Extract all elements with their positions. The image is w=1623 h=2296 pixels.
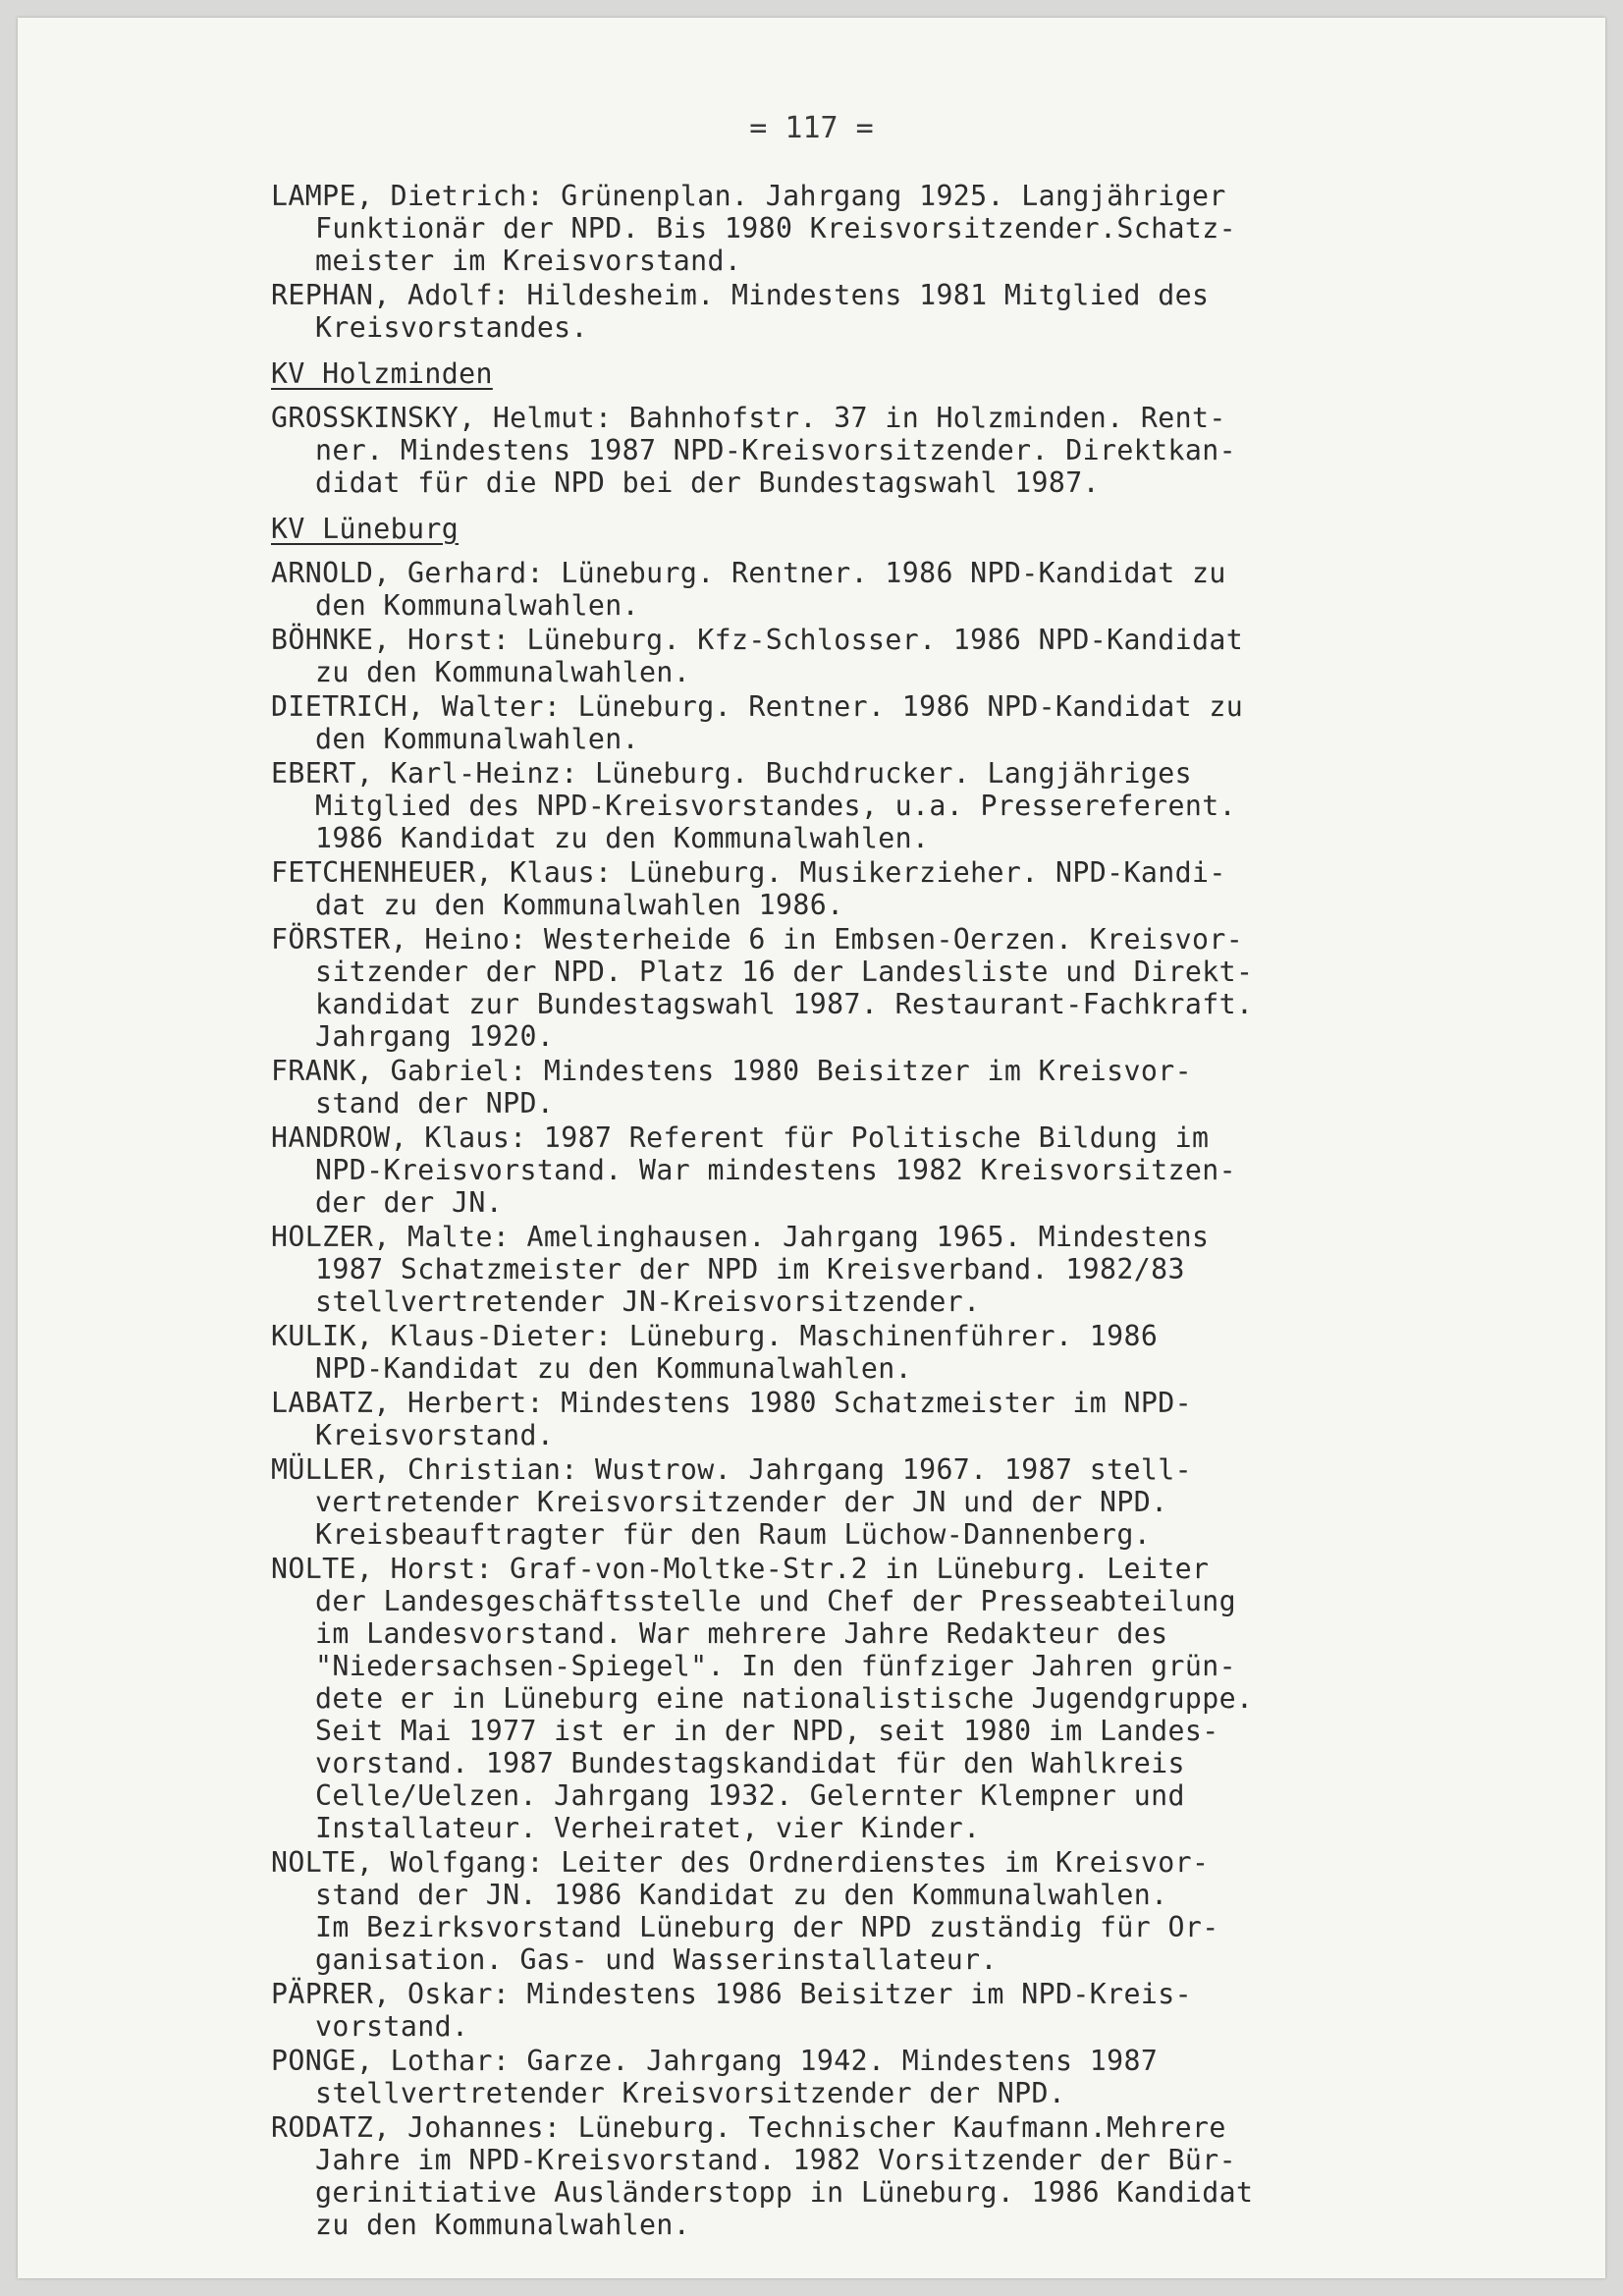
entry-continuation-line: im Landesvorstand. War mehrere Jahre Redakteur des [315, 1617, 1168, 1650]
entry-continuation-line: stellvertretender Kreisvorsitzender der NPD. [315, 2077, 1066, 2109]
entry-continuation-line: den Kommunalwahlen. [315, 723, 640, 755]
entry-continuation-line: ner. Mindestens 1987 NPD-Kreisvorsitzender. Direktkan- [315, 434, 1236, 466]
person-entry [271, 402, 1430, 499]
entry-continuation-line: gerinitiative Ausländerstopp in Lüneburg. 1986 Kandidat [315, 2176, 1254, 2209]
entry-continuation-line: vorstand. [315, 2010, 469, 2043]
person-entry [271, 624, 1430, 688]
document-body [271, 180, 1430, 2243]
page-number: = 117 = [749, 111, 874, 145]
person-entry [271, 1320, 1430, 1385]
entry-continuation-line: Jahre im NPD-Kreisvorstand. 1982 Vorsitzender der Bür- [315, 2144, 1236, 2176]
entry-continuation-line: der Landesgeschäftsstelle und Chef der Presseabteilung [315, 1585, 1236, 1617]
document-page [18, 18, 1605, 2278]
entry-first-line: RODATZ, Johannes: Lüneburg. Technischer Kaufmann.Mehrere [271, 2111, 1226, 2144]
entry-continuation-line: didat für die NPD bei der Bundestagswahl 1987. [315, 466, 1101, 499]
entry-continuation-line: NPD-Kandidat zu den Kommunalwahlen. [315, 1352, 912, 1385]
entry-first-line: ARNOLD, Gerhard: Lüneburg. Rentner. 1986 NPD-Kandidat zu [271, 557, 1226, 589]
entry-continuation-line: stand der JN. 1986 Kandidat zu den Kommunalwahlen. [315, 1879, 1168, 1911]
entry-continuation-line: Jahrgang 1920. [315, 1020, 555, 1053]
person-entry [271, 279, 1430, 344]
entry-continuation-line: zu den Kommunalwahlen. [315, 656, 691, 688]
entry-first-line: PONGE, Lothar: Garze. Jahrgang 1942. Mindestens 1987 [271, 2045, 1159, 2077]
person-entry [271, 557, 1430, 622]
entry-continuation-line: dat zu den Kommunalwahlen 1986. [315, 889, 844, 921]
entry-continuation-line: Kreisvorstand. [315, 1419, 555, 1451]
entry-first-line: PÄPRER, Oskar: Mindestens 1986 Beisitzer im NPD-Kreis- [271, 1978, 1192, 2010]
person-entry [271, 180, 1430, 277]
entry-continuation-line: vorstand. 1987 Bundestagskandidat für den Wahlkreis [315, 1747, 1185, 1779]
entry-continuation-line: der der JN. [315, 1186, 504, 1219]
entry-first-line: GROSSKINSKY, Helmut: Bahnhofstr. 37 in Holzminden. Rent- [271, 402, 1226, 434]
person-entry [271, 923, 1430, 1053]
person-entry [271, 757, 1430, 854]
entry-first-line: LAMPE, Dietrich: Grünenplan. Jahrgang 1925. Langjähriger [271, 180, 1226, 212]
entry-continuation-line: meister im Kreisvorstand. [315, 245, 742, 277]
entry-first-line: REPHAN, Adolf: Hildesheim. Mindestens 1981 Mitglied des [271, 279, 1210, 311]
entry-continuation-line: Mitglied des NPD-Kreisvorstandes, u.a. Pressereferent. [315, 790, 1236, 822]
entry-first-line: DIETRICH, Walter: Lüneburg. Rentner. 1986 NPD-Kandidat zu [271, 690, 1244, 723]
entry-continuation-line: dete er in Lüneburg eine nationalistische Jugendgruppe. [315, 1682, 1254, 1715]
section-heading: KV Lüneburg [271, 513, 460, 545]
entry-first-line: FÖRSTER, Heino: Westerheide 6 in Embsen-Oerzen. Kreisvor- [271, 923, 1244, 956]
entry-continuation-line: 1986 Kandidat zu den Kommunalwahlen. [315, 822, 930, 854]
person-entry [271, 1121, 1430, 1219]
entry-first-line: HANDROW, Klaus: 1987 Referent für Politische Bildung im [271, 1121, 1210, 1154]
entry-first-line: FRANK, Gabriel: Mindestens 1980 Beisitzer im Kreisvor- [271, 1055, 1192, 1087]
entry-first-line: LABATZ, Herbert: Mindestens 1980 Schatzmeister im NPD- [271, 1387, 1192, 1419]
person-entry [271, 690, 1430, 755]
person-entry [271, 1553, 1430, 1844]
entry-first-line: NOLTE, Horst: Graf-von-Moltke-Str.2 in Lüneburg. Leiter [271, 1553, 1210, 1585]
entry-continuation-line: Kreisvorstandes. [315, 311, 588, 344]
person-entry [271, 2111, 1430, 2241]
entry-continuation-line: stand der NPD. [315, 1087, 555, 1120]
entry-first-line: HOLZER, Malte: Amelinghausen. Jahrgang 1965. Mindestens [271, 1221, 1210, 1253]
entry-first-line: BÖHNKE, Horst: Lüneburg. Kfz-Schlosser. 1986 NPD-Kandidat [271, 624, 1244, 656]
section-heading: KV Holzminden [271, 357, 493, 390]
person-entry [271, 856, 1430, 921]
entry-continuation-line: vertretender Kreisvorsitzender der JN und der NPD. [315, 1486, 1168, 1518]
entry-first-line: FETCHENHEUER, Klaus: Lüneburg. Musikerzieher. NPD-Kandi- [271, 856, 1226, 889]
entry-continuation-line: den Kommunalwahlen. [315, 589, 640, 622]
entry-continuation-line: Im Bezirksvorstand Lüneburg der NPD zuständig für Or- [315, 1911, 1219, 1943]
entry-continuation-line: 1987 Schatzmeister der NPD im Kreisverband. 1982/83 [315, 1253, 1185, 1285]
entry-first-line: EBERT, Karl-Heinz: Lüneburg. Buchdrucker. Langjähriges [271, 757, 1192, 790]
person-entry [271, 2045, 1430, 2109]
person-entry [271, 1453, 1430, 1551]
entry-continuation-line: "Niedersachsen-Spiegel". In den fünfziger Jahren grün- [315, 1650, 1236, 1682]
entry-first-line: KULIK, Klaus-Dieter: Lüneburg. Maschinenführer. 1986 [271, 1320, 1159, 1352]
entry-continuation-line: sitzender der NPD. Platz 16 der Landesliste und Direkt- [315, 956, 1254, 988]
entry-continuation-line: ganisation. Gas- und Wasserinstallateur. [315, 1943, 998, 1976]
person-entry [271, 1387, 1430, 1451]
entry-continuation-line: NPD-Kreisvorstand. War mindestens 1982 Kreisvorsitzen- [315, 1154, 1236, 1186]
entry-continuation-line: stellvertretender JN-Kreisvorsitzender. [315, 1285, 981, 1318]
entry-continuation-line: zu den Kommunalwahlen. [315, 2209, 691, 2241]
entry-continuation-line: kandidat zur Bundestagswahl 1987. Restaurant-Fachkraft. [315, 988, 1254, 1020]
entry-continuation-line: Installateur. Verheiratet, vier Kinder. [315, 1812, 981, 1844]
entry-continuation-line: Seit Mai 1977 ist er in der NPD, seit 1980 im Landes- [315, 1715, 1219, 1747]
entry-continuation-line: Funktionär der NPD. Bis 1980 Kreisvorsitzender.Schatz- [315, 212, 1236, 245]
person-entry [271, 1978, 1430, 2043]
entry-first-line: NOLTE, Wolfgang: Leiter des Ordnerdienstes im Kreisvor- [271, 1846, 1210, 1879]
entry-continuation-line: Celle/Uelzen. Jahrgang 1932. Gelernter Klempner und [315, 1779, 1185, 1812]
person-entry [271, 1846, 1430, 1976]
entry-first-line: MÜLLER, Christian: Wustrow. Jahrgang 1967. 1987 stell- [271, 1453, 1192, 1486]
person-entry [271, 1221, 1430, 1318]
entry-continuation-line: Kreisbeauftragter für den Raum Lüchow-Dannenberg. [315, 1518, 1152, 1551]
person-entry [271, 1055, 1430, 1120]
